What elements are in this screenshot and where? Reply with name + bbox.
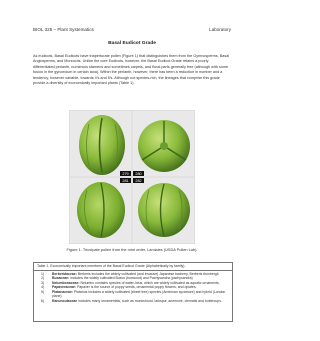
- pollen-figure: [69, 110, 195, 244]
- section-label: Laboratory: [209, 27, 231, 32]
- table-row: 1) Berberidaceae: Berberis includes the widely cultivated (and invasive) Japanese barberry, Berberis thunbergii.: [41, 272, 220, 276]
- svg-text:279: 279: [122, 172, 129, 176]
- pollen-grain-2: [138, 120, 190, 172]
- pollen-grain-3: [77, 182, 125, 238]
- svg-text:281: 281: [122, 179, 129, 183]
- figure-caption: Figure 1. Tricolpate pollen from the mint order, Lamiales (USDA Pollen Lab).: [66, 247, 198, 252]
- table-row: 4) Papaveraceae: Papaver is the source of poppy seeds, ornamental poppy flowers, and opiates.: [41, 285, 197, 290]
- pollen-grain-1: [79, 115, 125, 175]
- scale-label-280: [133, 171, 144, 176]
- table-heading: Table 1. Economically important members of the Basal Eudicot Grade (Alphabetically by family).: [34, 263, 232, 271]
- svg-text:280: 280: [135, 172, 142, 176]
- table-list: [34, 271, 232, 303]
- svg-text:282: 282: [135, 179, 142, 183]
- course-title: BIOL 325 – Plant Systematics: [33, 27, 94, 32]
- table-row: 3) Nelumbonaceae: Nelumbo contains species of water-lotus, which are widely cultivated as aquatic ornaments.: [41, 280, 220, 285]
- table-row: 6) Ranunculaceae includes many ornamentals, such as monkshood, larkspur, anemone, clematis and buttercups.: [41, 298, 222, 303]
- page-title: Basal Eudicot Grade: [108, 41, 156, 46]
- pollen-grain-4: [138, 183, 190, 237]
- page-header: [33, 26, 231, 34]
- families-table: [33, 262, 233, 322]
- pollen-micrograph: [69, 110, 195, 244]
- table-row: 5) Platanaceae: Platanus includes a widely cultivated (street tree) species (American sycamore) and hybrid (London plane).: [41, 289, 226, 299]
- intro-paragraph: As eudicots, Basal Eudicots have triaperturate pollen (Figure 1) that distinguishes them from the Gymnosperms, Basal Angiosperms, and Monocots. Unlike the core Eudicots, however, the Basal Eudicot Grade retains a poorly differentiated perianth, numerous stamens and sometimes carpels, and floral parts generally free (although with some fusion in the gynoecium in certain taxa). Within the perianth, however, there has been a reduction in number and a tendency, however variable, towards 4’s and 5’s. Although not species-rich, the lineages that comprise this grade provide a diversity of economically important plants (Table 1).: [33, 54, 230, 86]
- scale-label-282: [133, 178, 144, 183]
- scale-label-281: [120, 178, 131, 183]
- table-row: 2) Buxaceae: includes the widely cultivated Buxus (boxwood) and Pachysandra (pachysandra): [41, 276, 193, 281]
- scale-label-279: [120, 171, 131, 176]
